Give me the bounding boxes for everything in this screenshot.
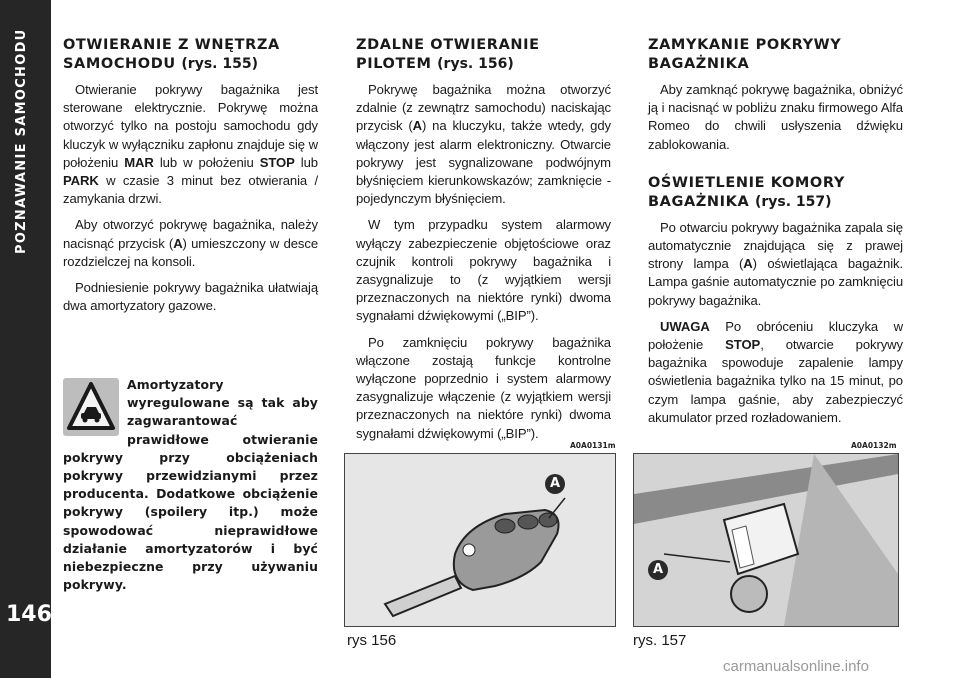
paragraph: Pokrywę bagażnika można otworzyć zdalnie (z zewnątrz samochodu) naciskając przycisk (A) na kluczyku, także wtedy, gdy włączony jest alarm elektroniczny. Otwarcie pokrywy jest sygnalizowane podwójnym błyśnięciem kierunkowskazów; zamknięcie - pojedynczym błyśnięciem. [356,82,611,207]
heading-interior-opening: OTWIERANIE Z WNĘTRZA SAMOCHODU (rys. 155) [63,37,280,72]
warning-text: Amortyzatory wyregulowane są tak aby zagwarantować prawidłowe otwieranie pokrywy przy obciążeniach pokrywy przewidzianymi przez producenta. Dodatkowe obciążenie pokrywy (spoilery itp.) może spowodować nieprawidłowe działanie amortyzatorów i być niebezpieczne przy używaniu pokrywy. [63,377,318,593]
column-2 [356,36,611,451]
figure-code: A0A0131m [570,441,616,450]
paragraph: UWAGA Po obróceniu kluczyka w położenie STOP, otwarcie pokrywy bagażnika spowoduje zapalenie lampy oświetlenia bagażnika tylko na 15 minut, po czym lampa gaśnie, aby zabezpieczyć akumulator przed rozładowaniem. [648,318,903,425]
boot-lamp-illustration [634,454,898,626]
warning-note [63,376,318,594]
paragraph: Otwieranie pokrywy bagażnika jest sterowane elektrycznie. Pokrywę można otworzyć tylko na postoju samochodu gdy kluczyk w wyłączniku zapłonu znajduje się w położeniu MAR lub w położeniu STOP lub PARK w czasie 3 minut bez otwierania / zamykania drzwi. [63,82,318,207]
column-3 [648,36,903,435]
section-label: POZNAWANIE SAMOCHODU [14,28,29,254]
key-illustration [345,454,615,626]
figure-caption: rys. 157 [633,632,687,649]
paragraph: W tym przypadku system alarmowy wyłączy zabezpieczenie objętościowe oraz czujnik kontroli pokrywy bagażnika i zasygnalizuje to (z wyjątkiem wersji przeznaczonych na niektóre rynki) dwoma sygnałami dźwiękowymi („BIP”). [356,217,611,324]
paragraph: Po zamknięciu pokrywy bagażnika włączone zostają funkcje kontrolne wyłączone poprzednio i system alarmowy zasygnalizuje włączenie (z wyjątkiem wersji przeznaczonych na niektóre rynki) dwoma sygnałami dźwiękowymi („BIP”). [356,334,611,441]
figure-code: A0A0132m [851,441,897,450]
callout-a: A [648,560,668,580]
column-1 [63,36,318,323]
figure-caption: rys 156 [347,632,397,649]
paragraph: Po otwarciu pokrywy bagażnika zapala się automatycznie znajdująca się z prawej strony lampa (A) oświetlająca bagażnik. Lampa gaśnie automatycznie po zamknięciu pokrywy bagażnika. [648,219,903,308]
heading-boot-lighting: OŚWIETLENIE KOMORY BAGAŻNIKA (rys. 157) [648,174,845,210]
watermark: carmanualsonline.info [723,658,869,675]
callout-a: A [545,474,565,494]
page-number: 146 [6,602,52,627]
heading-closing-lid: ZAMYKANIE POKRYWY BAGAŻNIKA [648,37,842,72]
paragraph: Aby otworzyć pokrywę bagażnika, należy nacisnąć przycisk (A) umieszczony w desce rozdzielczej na konsoli. [63,217,319,269]
heading-remote-opening: ZDALNE OTWIERANIE PILOTEM (rys. 156) [356,37,540,72]
figure-remote-key [344,453,616,627]
sidebar [0,0,51,678]
warning-triangle-icon [63,378,119,436]
paragraph: Aby zamknąć pokrywę bagażnika, obniżyć ją i nacisnąć w pobliżu znaku firmowego Alfa Romeo do chwili usłyszenia dźwięku zablokowania. [648,82,903,152]
paragraph: Podniesienie pokrywy bagażnika ułatwiają dwa amortyzatory gazowe. [63,280,318,314]
figure-boot-lamp [633,453,899,627]
